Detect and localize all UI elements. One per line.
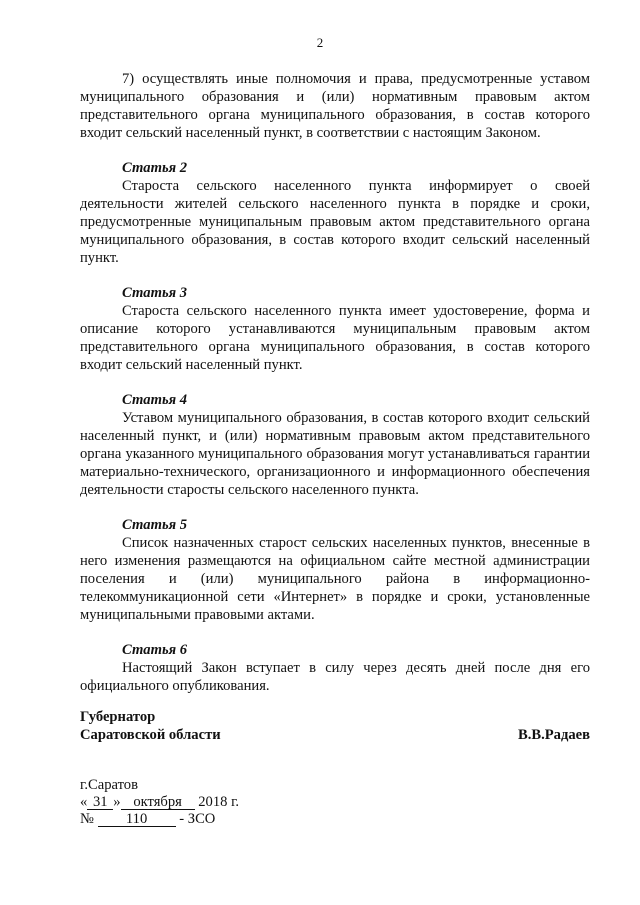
article-2 [80, 159, 590, 267]
signature-block [80, 708, 590, 744]
date-day: 31 [87, 795, 113, 810]
article-text: Настоящий Закон вступает в силу через десять дней после дня его официального опубликования. [80, 660, 590, 694]
article-text: Староста сельского населенного пункта информирует о своей деятельности жителей сельского населенного пункта в порядке и сроки, предусмотренные муниципальным правовым актом представительного органа муниципального образования, в состав которого входит сельский населенный пункт. [80, 178, 590, 266]
document-number: 110 [98, 812, 176, 827]
article-3 [80, 284, 590, 374]
number-line [80, 811, 239, 828]
date-close-quote: » [113, 794, 121, 810]
document-footer [80, 777, 239, 828]
number-label: № [80, 811, 94, 827]
number-suffix: - ЗСО [179, 811, 216, 827]
article-title: Статья 6 [122, 642, 188, 658]
signer-region: Саратовской области [80, 727, 221, 743]
clause-7: 7) осуществлять иные полномочия и права, предусмотренные уставом муниципального образования и (или) нормативным правовым актом представительного органа муниципального образования, в состав которого входит сельский населенный пункт, в соответствии с настоящим Законом. [80, 71, 590, 141]
date-month: октября [121, 795, 195, 810]
article-text: Уставом муниципального образования, в состав которого входит сельский населенный пункт, и (или) нормативным правовым актом представительного органа указанного муниципального образования могут устанавливаться гарантии материально-технического, организационного и информационного обеспечения деятельности старосты сельского населенного пункта. [80, 410, 590, 498]
signer-name: В.В.Радаев [517, 727, 590, 743]
article-6 [80, 641, 590, 695]
date-open-quote: « [80, 794, 88, 810]
article-title: Статья 2 [122, 160, 188, 176]
article-text: Список назначенных старост сельских населенных пунктов, внесенные в него изменения размещаются на официальном сайте местной администрации поселения и (или) муниципального района в информационно-телекоммуникационной сети «Интернет» в порядке и сроки, установленные муниципальными правовыми актами. [80, 535, 590, 623]
date-year: 2018 г. [198, 794, 240, 810]
city: г.Саратов [80, 777, 138, 793]
article-title: Статья 5 [122, 517, 188, 533]
article-4 [80, 391, 590, 499]
signer-title: Губернатор [80, 709, 156, 725]
date-line [80, 794, 239, 811]
article-title: Статья 4 [122, 392, 188, 408]
article-title: Статья 3 [122, 285, 188, 301]
page-number: 2 [316, 35, 324, 50]
law-text [80, 70, 590, 695]
signer-row [80, 726, 590, 744]
article-text: Староста сельского населенного пункта имеет удостоверение, форма и описание которого устанавливаются муниципальным правовым актом представительного органа муниципального образования, в состав которого входит сельский населенный пункт. [80, 303, 590, 373]
article-5 [80, 516, 590, 624]
